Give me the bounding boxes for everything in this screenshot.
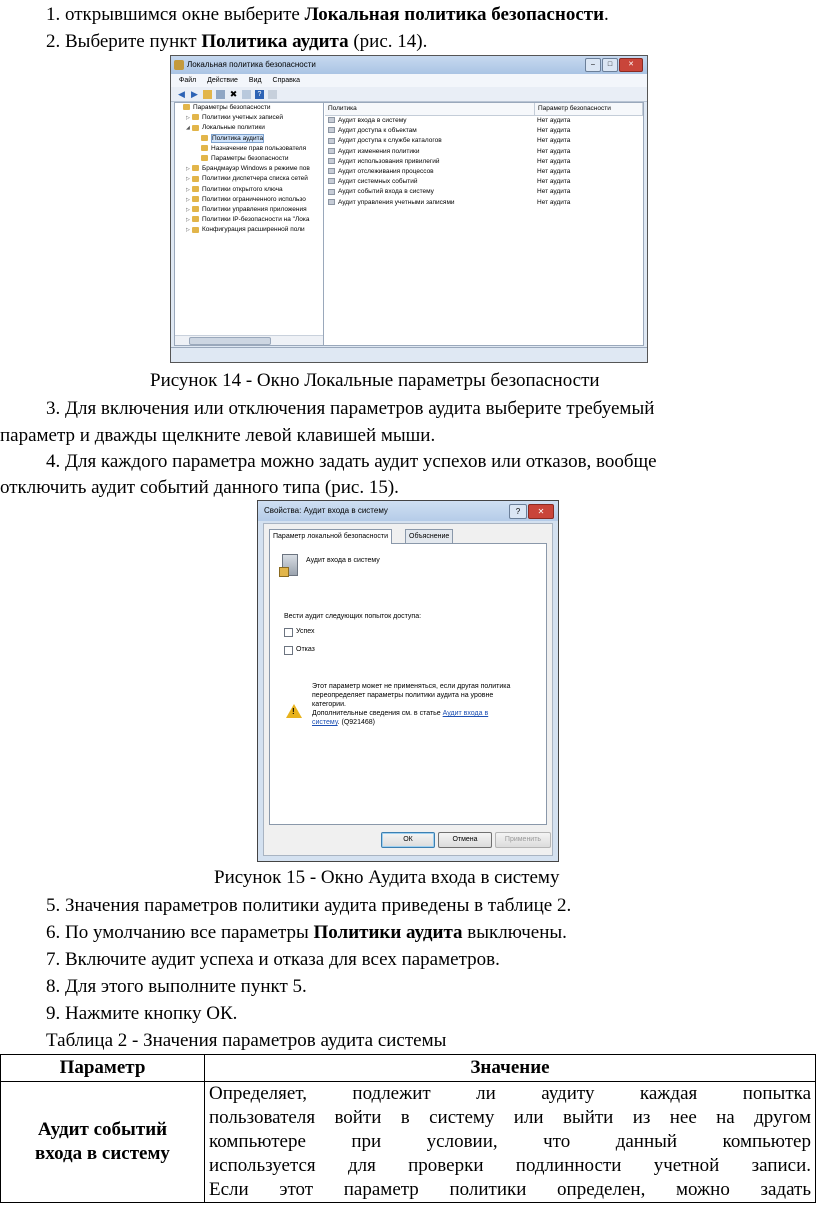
tree-item-label: Политики ограниченного использо (202, 195, 306, 203)
warning-line-1: Этот параметр может не применяться, если другая политика (312, 683, 511, 690)
tree-item-label: Политики управления приложения (202, 205, 307, 213)
folder-icon (192, 125, 199, 131)
policy-name: Аудит входа в систему (306, 557, 380, 564)
policy-name: Аудит системных событий (338, 178, 418, 186)
policy-icon (282, 554, 298, 576)
tree-item[interactable] (175, 123, 323, 133)
warning-line-4: Дополнительные сведения см. в статье Аудит входа в (312, 710, 489, 717)
folder-icon (201, 145, 208, 151)
policy-name: Аудит использования привилегий (338, 157, 440, 165)
table-row (1, 1082, 816, 1203)
status-bar (171, 347, 647, 362)
tree-item[interactable] (175, 205, 323, 215)
step-9: 9. Нажмите кнопку ОК. (46, 1003, 238, 1024)
audit-parameters-table (0, 1054, 816, 1203)
expand-arrow-icon[interactable]: ▷ (186, 176, 190, 183)
expand-arrow-icon[interactable]: ▷ (186, 196, 190, 203)
tree-item[interactable] (175, 164, 323, 174)
policy-icon (328, 127, 335, 133)
policy-row[interactable] (325, 157, 643, 167)
tree-item-label: Конфигурация расширенной поли (202, 226, 305, 234)
cancel-button[interactable]: Отмена (438, 832, 492, 848)
warning-line-3: категории. (312, 701, 346, 708)
tab-local-security-setting[interactable]: Параметр локальной безопасности (269, 529, 392, 544)
policy-row[interactable] (325, 167, 643, 177)
toolbar (171, 87, 647, 102)
tree-item-label: Политики диспетчера списка сетей (202, 175, 308, 183)
success-checkbox[interactable] (284, 628, 293, 637)
policy-setting: Нет аудита (537, 167, 571, 175)
folder-icon (192, 216, 199, 222)
menu-action[interactable]: Действие (207, 77, 238, 84)
policy-name: Аудит событий входа в систему (338, 188, 434, 196)
dialog-titlebar (258, 501, 558, 521)
maximize-icon[interactable]: □ (602, 58, 618, 72)
show-hide-tree-icon[interactable] (216, 90, 225, 99)
folder-icon (192, 206, 199, 212)
policy-row[interactable] (325, 116, 643, 126)
tree-item[interactable] (175, 215, 323, 225)
expand-arrow-icon[interactable]: ▷ (186, 206, 190, 213)
tree-item-label: Локальные политики (202, 124, 265, 132)
policy-icon (328, 189, 335, 195)
up-folder-icon[interactable] (203, 90, 212, 99)
tree-item[interactable] (175, 174, 323, 184)
tree-item[interactable] (175, 185, 323, 195)
warning-line-2: переопределяет параметры политики аудита на уровне (312, 692, 494, 699)
figure-14-caption: Рисунок 14 - Окно Локальные параметры безопасности (150, 370, 600, 391)
apply-button[interactable]: Применить (495, 832, 551, 848)
delete-icon[interactable]: ✖ (229, 88, 238, 99)
dialog-title: Свойства: Аудит входа в систему (264, 506, 388, 515)
folder-icon (192, 165, 199, 171)
audit-logon-properties-dialog (257, 500, 559, 862)
help-icon[interactable]: ? (509, 504, 527, 519)
tree-item-label: Политика аудита (212, 134, 264, 142)
step-4-line-1: 4. Для каждого параметра можно задать аудит успехов или отказов, вообще (46, 451, 657, 472)
policy-icon (328, 158, 335, 164)
policy-name: Аудит доступа к объектам (338, 127, 417, 135)
tree-item[interactable] (175, 195, 323, 205)
step-7: 7. Включите аудит успеха и отказа для всех параметров. (46, 949, 500, 970)
policy-setting: Нет аудита (537, 117, 571, 124)
tree-pane (175, 103, 324, 345)
back-arrow-icon[interactable]: ◀ (178, 88, 185, 99)
step-4-line-2: отключить аудит событий данного типа (рис. 15). (0, 477, 399, 498)
policy-icon (328, 178, 335, 184)
tree-item[interactable] (175, 154, 323, 164)
policy-name: Аудит отслеживания процессов (338, 167, 434, 175)
tree-item[interactable] (175, 134, 323, 144)
step-3-line-2: параметр и дважды щелкните левой клавишей мыши. (0, 425, 436, 446)
article-link-cont[interactable]: систему (312, 719, 338, 726)
policy-name: Аудит изменения политики (338, 147, 420, 155)
failure-label: Отказ (296, 646, 315, 653)
policy-row[interactable] (325, 126, 643, 136)
policy-row[interactable] (325, 136, 643, 146)
policy-list-pane (325, 103, 643, 345)
policy-setting: Нет аудита (537, 198, 571, 206)
policy-icon (328, 117, 335, 123)
horizontal-scrollbar[interactable] (175, 335, 323, 345)
step-1: 1. открывшимся окне выберите Локальная политика безопасности. (46, 4, 609, 25)
header-value: Значение (205, 1055, 816, 1082)
folder-icon (183, 104, 190, 110)
policy-icon (328, 168, 335, 174)
expand-arrow-icon[interactable]: ▷ (186, 115, 190, 122)
policy-name: Аудит входа в систему (338, 117, 407, 124)
menu-help[interactable]: Справка (272, 77, 300, 84)
menu-view[interactable]: Вид (248, 77, 262, 84)
tree-item-label: Политики открытого ключа (202, 185, 283, 193)
folder-icon (192, 196, 199, 202)
policy-row[interactable] (325, 198, 643, 208)
window-title: Локальная политика безопасности (187, 60, 316, 69)
expand-arrow-icon[interactable]: ▷ (186, 227, 190, 234)
column-header-policy[interactable]: Политика (325, 103, 535, 115)
tree-item[interactable] (175, 103, 323, 113)
folder-icon (192, 227, 199, 233)
figure-15-caption: Рисунок 15 - Окно Аудита входа в систему (214, 867, 560, 888)
step-5: 5. Значения параметров политики аудита приведены в таблице 2. (46, 895, 572, 916)
folder-icon (192, 186, 199, 192)
policy-name: Аудит доступа к службе каталогов (338, 137, 442, 145)
help-icon[interactable]: ? (255, 90, 264, 99)
tree-item[interactable] (175, 225, 323, 235)
minimize-icon[interactable]: – (585, 58, 601, 72)
tree-item-label: Параметры безопасности (211, 154, 289, 162)
table-caption: Таблица 2 - Значения параметров аудита системы (46, 1030, 447, 1051)
tree-item-label: Параметры безопасности (193, 104, 271, 111)
close-icon[interactable]: ✕ (619, 58, 643, 72)
expand-arrow-icon[interactable]: ▷ (186, 217, 190, 224)
folder-icon (201, 155, 208, 161)
step-8: 8. Для этого выполните пункт 5. (46, 976, 307, 997)
folder-icon (201, 135, 208, 141)
audit-prompt: Вести аудит следующих попыток доступа: (284, 613, 422, 620)
policy-name: Аудит управления учетными записями (338, 198, 455, 206)
forward-arrow-icon[interactable]: ▶ (191, 88, 198, 99)
policy-icon (328, 199, 335, 205)
tree-item[interactable] (175, 144, 323, 154)
policy-setting: Нет аудита (537, 147, 571, 155)
menu-bar (171, 74, 647, 87)
policy-setting: Нет аудита (537, 157, 571, 165)
refresh-icon[interactable] (242, 90, 251, 99)
article-link[interactable]: Аудит входа в (442, 710, 489, 717)
expand-arrow-icon[interactable]: ▷ (186, 166, 190, 173)
properties-icon[interactable] (268, 90, 277, 99)
tab-panel (269, 543, 547, 825)
column-header-setting[interactable]: Параметр безопасности (535, 103, 643, 115)
policy-setting: Нет аудита (537, 137, 571, 145)
policy-icon (328, 138, 335, 144)
security-policy-icon (174, 60, 184, 70)
tree-item-label: Назначение прав пользователя (211, 144, 307, 152)
success-label: Успех (296, 628, 315, 635)
step-2: 2. Выберите пункт Политика аудита (рис. 14). (46, 31, 428, 52)
policy-setting: Нет аудита (537, 127, 571, 135)
policy-row[interactable] (325, 147, 643, 157)
folder-icon (192, 176, 199, 182)
param-cell: Аудит событий входа в систему (1, 1082, 205, 1203)
folder-icon (192, 114, 199, 120)
policy-setting: Нет аудита (537, 188, 571, 196)
warning-icon: ! (286, 704, 302, 718)
expand-arrow-icon[interactable]: ▷ (186, 186, 190, 193)
header-parameter: Параметр (1, 1055, 205, 1082)
menu-file[interactable]: Файл (179, 77, 197, 84)
failure-checkbox[interactable] (284, 646, 293, 655)
tree-item-label: Политики IP-безопасности на "Лока (202, 216, 310, 224)
step-3-line-1: 3. Для включения или отключения параметров аудита выберите требуемый (46, 398, 655, 419)
step-6: 6. По умолчанию все параметры Политики аудита выключены. (46, 922, 567, 943)
tab-explain[interactable]: Объяснение (405, 529, 453, 543)
window-titlebar (171, 56, 647, 74)
tree-item-label: Политики учетных записей (202, 114, 284, 122)
value-cell: Определяет, подлежит ли аудиту каждая попытка пользователя войти в систему или выйти из нее на другом компьютере при условии, что данный компьютер используется для проверки подлинности учетной записи. Если этот параметр политики определен, можно задать (205, 1082, 816, 1203)
local-security-policy-window (170, 55, 648, 363)
policy-icon (328, 148, 335, 154)
policy-row[interactable] (325, 177, 643, 187)
warning-line-5: систему. (Q921468) (312, 719, 375, 726)
policy-row[interactable] (325, 187, 643, 197)
close-icon[interactable]: ✕ (528, 504, 554, 519)
tree-item-label: Брандмауэр Windows в режиме пов (202, 165, 310, 173)
tree-item[interactable] (175, 113, 323, 123)
policy-setting: Нет аудита (537, 178, 571, 186)
expand-arrow-icon[interactable]: ◢ (186, 125, 190, 132)
ok-button[interactable]: ОК (381, 832, 435, 848)
